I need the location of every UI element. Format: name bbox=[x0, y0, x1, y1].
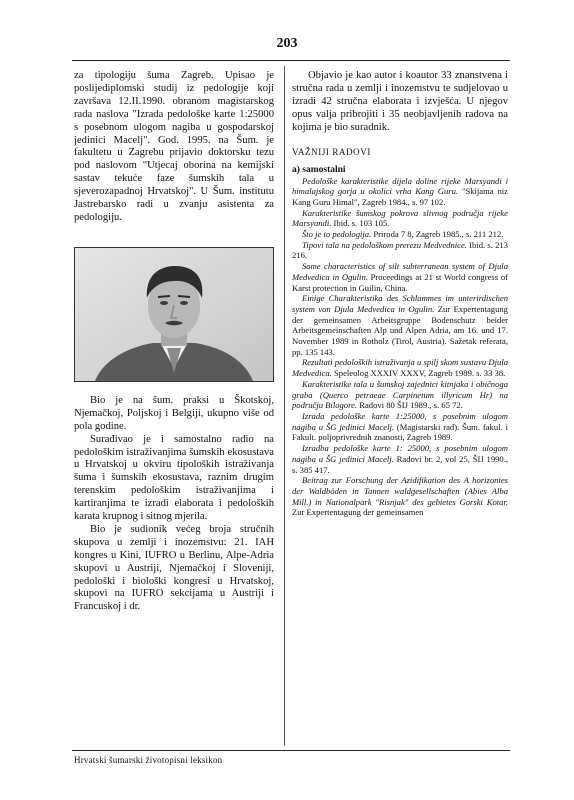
entry-details: Zur Expertentagung der gemeinsamen Arbeitsgruppe Bodenschutz beider Arbeitsgemeinschaften Alp und Alpen Adria, am 16. und 17. November 1989 in Rotholz (Tirol, Austria). Sažetak referata, pp. 135 143. bbox=[292, 303, 508, 357]
entry-details: "Skijama niz Kang Guru Himal", Zagreb 1984., s. 97 102. bbox=[292, 186, 508, 207]
entry-title: Što je to pedologija. bbox=[302, 229, 372, 240]
publications-intro: Objavio je kao autor i koautor 33 znanstvena i stručna rada u zemlji i inozemstvu te sudjelovao u izradi 42 stručna elaborata i izvješća. U njegov opus valja pribrojiti i 35 neobjavljenih radova na kojima je bio suradnik. bbox=[292, 70, 508, 133]
right-column bbox=[292, 70, 508, 518]
portrait-photo bbox=[74, 247, 274, 382]
bibliography-entry bbox=[292, 261, 508, 293]
left-paragraph-1: za tipologiju šuma Zagreb. Upisao je poslijediplomski studij iz pedologije koji završava 12.II.1990. obranom magistarskog rada naslova "Izrada pedološke karte 1:25000 s posebnom ulogom nagiba u gospodarskoj jedinici Macelj". God. 1995. na Šum. je fakultetu u Zagrebu prijavio doktorsku tezu pod naslovom "Utjecaj oborina na kemijski sastav tekuće faze šumskih tala u sjeverozapadnoj Hrvatskoj". U Šum. institutu Jastrebarsko radi u zvanju asistenta za pedologiju. bbox=[74, 70, 274, 223]
entry-title: Einige Charakteristika des Schlammes im unterirdischen system von Djula Medvedica in Ogulin. bbox=[292, 293, 508, 314]
entry-details: (Magistarski rad). Šum. fakul. i Fakult. poljoprivrednih znanosti, Zagreb 1989. bbox=[292, 421, 508, 443]
entry-title: Karakteristike tala u šumskoj zajednici kitnjaka i običnoga graba (Querco petraeae Carpinetum illyricum Hr) na području Bilogore. bbox=[292, 378, 508, 411]
footer-text: Hrvatski šumarski životopisni leksikon bbox=[74, 755, 223, 765]
bibliography-entry bbox=[292, 240, 508, 261]
page-number: 203 bbox=[276, 36, 298, 51]
entry-details: Speleolog XXXIV XXXV, Zagreb 1989. s. 33 38. bbox=[331, 368, 506, 379]
entry-title: Izrada pedološke karte 1:25000, s posebnim ulogom nagiba u ŠG jedinici Macelj. bbox=[292, 411, 508, 432]
bibliography-entry bbox=[292, 293, 508, 357]
entry-details: Zur Expertentagung der gemeinsamen bbox=[292, 507, 424, 518]
bibliography-entry bbox=[292, 379, 508, 411]
bibliography-entry bbox=[292, 443, 508, 475]
portrait-photo-illustration bbox=[75, 248, 273, 381]
left-paragraph-4: Bio je sudionik većeg broja stručnih skupova u zemlji i inozemstvu: 21. IAH kongres u Kini, IUFRO u Berlinu, Alpe-Adria skupovi u Austriji, Njemačkoj i Sloveniji, pedološki i biološki kongresi u Hrvatskoj, skupovi na IUFRO sekcijama u Austriji i Francuskoj i dr. bbox=[74, 523, 274, 613]
entry-details: Radovi br. 2, vol 25, ŠIJ 1990., s. 385 417. bbox=[292, 453, 509, 475]
left-paragraph-2: Bio je na šum. praksi u Škotskoj, Njemačkoj, Poljskoj i Belgiji, ukupno više od pola godine. bbox=[74, 394, 274, 432]
entry-title: Pedološke karakteristike dijela doline rijeke Marsyandi i himalajskog gorja u okolici vrha Kang Guru. bbox=[292, 175, 508, 197]
bibliography-entry bbox=[292, 229, 508, 240]
header-rule bbox=[72, 60, 510, 61]
column-divider bbox=[284, 66, 285, 746]
subsection-heading: a) samostalni bbox=[292, 164, 346, 175]
bibliography-entry bbox=[292, 357, 508, 378]
entry-title: Beitrag zur Forschung der Azidifikation des A horizontes der Waldböden in Tannen waldgesellschaften (Abies Alba Mill.) in Nationalpark "Risnjak" des gebietes Gorski Kotar. bbox=[292, 475, 508, 507]
entry-title: Karakteristike šumskog pokrova slivnog područja rijeke Marsyandi. bbox=[292, 207, 508, 229]
entry-title: Some characteristics of silt subterranean system of Djula Medvedica in Ogulin. bbox=[292, 261, 508, 282]
entry-details: Ibid. s. 103 105. bbox=[331, 218, 390, 229]
entry-title: Rezultati pedoloških istraživanja u spilj skom sustavu Djula Medvedica. bbox=[292, 357, 508, 379]
left-paragraph-3: Surađivao je i samostalno radio na pedološkim istraživanjima šumskih ekosustava u Hrvatskoj u okviru tipoloških istraživanja šuma i šumskih ekosustava, raznim drugim terenskim pedološkim istraživanjima i kartiranjima te izradi elaborata i pedoloških karata krupnog i sitnog mjerila. bbox=[74, 433, 274, 523]
footer-rule bbox=[72, 750, 510, 751]
entry-details: Ibid. s. 213 216. bbox=[292, 239, 508, 261]
bibliography-entry bbox=[292, 411, 508, 443]
left-column bbox=[74, 70, 274, 614]
bibliography-entry bbox=[292, 475, 508, 518]
section-heading: VAŽNIJI RADOVI bbox=[292, 146, 371, 157]
entry-details: Proceedings at 21 st World congress of Karst protection in Guilin, China. bbox=[292, 271, 508, 293]
entry-title: Tipovi tala na pedološkom prerezu Medvednice. bbox=[302, 239, 467, 250]
bibliography-entry bbox=[292, 176, 508, 208]
entry-details: Radovi 80 ŠIJ 1989., s. 65 72. bbox=[357, 400, 463, 411]
bibliography-entry bbox=[292, 208, 508, 229]
entry-details: Priroda 7 8, Zagreb 1985., s. 211 212. bbox=[371, 229, 504, 240]
entry-title: Izradba pedološke karte 1: 25000, s posebnim ulogom nagiba u ŠG jedinici Macelj. bbox=[292, 443, 508, 464]
